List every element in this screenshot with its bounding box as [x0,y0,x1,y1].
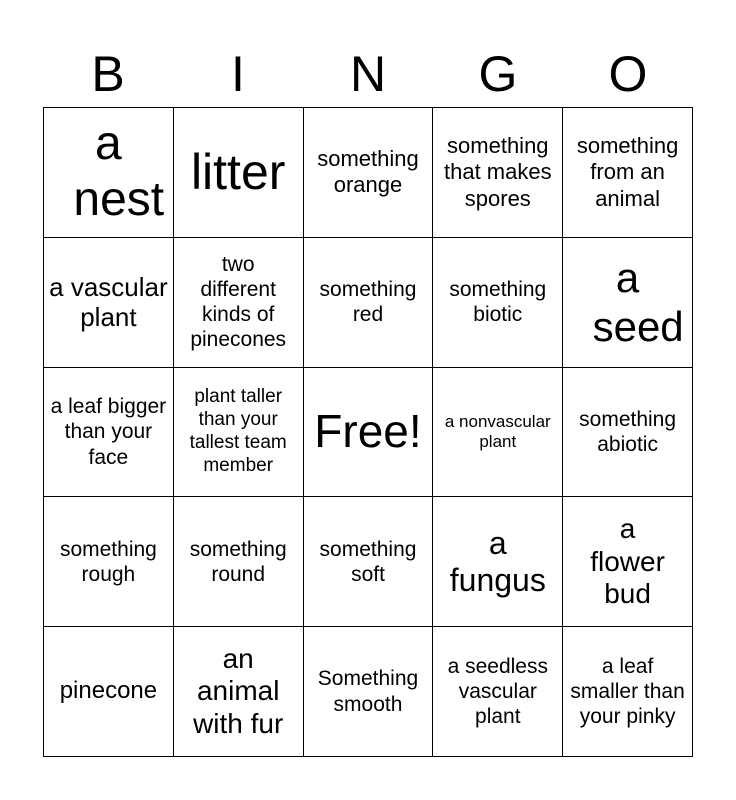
cell-text: a nest [73,116,165,227]
header-letter-g: G [478,46,518,102]
bingo-cell-i1[interactable] [174,108,304,238]
bingo-cell-o2[interactable] [563,238,693,368]
header-letter-i: I [231,46,245,102]
bingo-cell-b3[interactable] [44,368,174,498]
cell-text: something red [319,278,417,327]
bingo-cell-i2[interactable] [174,238,304,368]
cell-text: a vascular plant [49,272,168,333]
cell-text: a flower bud [590,513,665,610]
cell-text: something soft [319,537,417,586]
bingo-cell-o3[interactable] [563,368,693,498]
bingo-cell-g1[interactable] [433,108,563,238]
cell-text: litter [190,144,286,201]
bingo-cell-b5[interactable] [44,627,174,757]
bingo-cell-b2[interactable] [44,238,174,368]
bingo-cell-g3[interactable] [433,368,563,498]
cell-text: a nonvascular plant [444,411,551,451]
cell-text: something from an animal [576,132,679,211]
header-letter-n: N [349,46,387,102]
cell-text: something abiotic [579,407,677,456]
cell-text: something round [189,537,287,586]
cell-text: a leaf bigger than your face [50,395,167,469]
bingo-cell-n5[interactable] [304,627,434,757]
cell-text: something biotic [449,278,547,327]
bingo-cell-g4[interactable] [433,497,563,627]
bingo-cell-n2[interactable] [304,238,434,368]
bingo-cell-i3[interactable] [174,368,304,498]
cell-text: something rough [59,537,157,586]
bingo-cell-b4[interactable] [44,497,174,627]
bingo-cell-b1[interactable] [44,108,174,238]
bingo-cell-o5[interactable] [563,627,693,757]
bingo-cell-i4[interactable] [174,497,304,627]
cell-text: something orange [317,146,419,198]
bingo-cell-g5[interactable] [433,627,563,757]
cell-text: an animal with fur [193,642,284,739]
bingo-cell-i5[interactable] [174,627,304,757]
bingo-header [43,40,693,108]
cell-text: two different kinds of pinecones [190,252,287,352]
header-letter-o: O [608,46,648,102]
bingo-cell-n4[interactable] [304,497,434,627]
cell-text: a seed [592,253,684,351]
bingo-cell-o1[interactable] [563,108,693,238]
cell-text: plant taller than your tallest team member [189,386,287,476]
bingo-board [43,107,693,757]
header-letter-b: B [91,46,125,102]
cell-text: a seedless vascular plant [447,654,548,729]
cell-text: something that makes spores [443,132,552,211]
bingo-cell-n1[interactable] [304,108,434,238]
bingo-cell-n3[interactable] [304,368,434,498]
cell-text: a fungus [449,524,546,598]
cell-text: pinecone [59,677,158,705]
bingo-cell-g2[interactable] [433,238,563,368]
bingo-cell-o4[interactable] [563,497,693,627]
cell-text: Something smooth [317,667,419,716]
cell-text: a leaf smaller than your pinky [570,654,685,729]
cell-text: Free! [314,405,422,458]
